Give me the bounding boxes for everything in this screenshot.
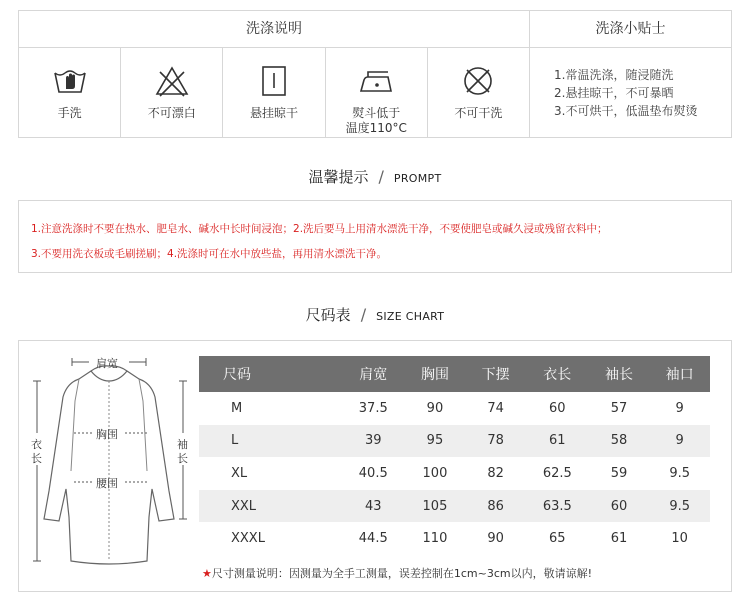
cell: 74 [465,392,526,425]
cell: 100 [405,457,466,490]
cell-size: M [199,392,342,425]
cell: 39 [342,425,405,458]
tips-title: 洗涤小贴士 [530,11,731,48]
care-item-hang-dry [223,48,325,137]
prompt-box [18,200,732,273]
tip-item: 2.悬挂晾干，不可暴晒 [554,86,674,100]
size-table [199,356,710,555]
table-row [199,425,710,458]
hang-dry-icon [256,64,292,98]
care-icons-row [19,48,529,137]
garment-diagram [19,341,199,593]
diagram-sleeve-label-1: 袖 [177,438,188,451]
cell: 9 [649,425,710,458]
header-size: 尺码 [199,356,342,392]
cell-size: L [199,425,342,458]
prompt-title: 温馨提示 [308,168,369,186]
tips-list [530,48,731,120]
size-chart-heading [0,304,750,325]
care-label: 悬挂晾干 [250,106,299,120]
cell: 60 [526,392,589,425]
cell: 40.5 [342,457,405,490]
diagram-sleeve-label-2: 长 [177,452,188,465]
size-chart-title-en: SIZE CHART [376,310,445,323]
size-chart-title: 尺码表 [305,306,351,324]
table-row [199,522,710,555]
cell: 63.5 [526,490,589,523]
cell: 9.5 [649,457,710,490]
size-chart-panel [18,340,732,592]
cell: 61 [589,522,650,555]
care-label [346,106,407,136]
table-row [199,392,710,425]
cell-size: XXXL [199,522,342,555]
prompt-heading [0,166,750,187]
care-item-hand-wash [19,48,121,137]
cell: 44.5 [342,522,405,555]
prompt-line-2: 3.不要用洗衣板或毛刷搓刷；4.洗涤时可在水中放些盐，再用清水漂洗干净。 [31,248,388,260]
iron-icon [358,64,394,98]
cell: 105 [405,490,466,523]
cell: 62.5 [526,457,589,490]
no-bleach-icon [154,64,190,98]
cell: 57 [589,392,650,425]
care-section [18,10,732,138]
title-divider: / [360,305,367,324]
cell: 37.5 [342,392,405,425]
header-sleeve: 袖长 [589,356,650,392]
diagram-length-label-2: 长 [31,452,42,465]
measurement-note-text: 尺寸测量说明：因测量为全手工测量，误差控制在1cm~3cm以内，敬请谅解! [211,567,593,580]
table-row [199,457,710,490]
cell: 65 [526,522,589,555]
diagram-chest-label: 胸围 [96,428,118,441]
cell: 90 [465,522,526,555]
no-dry-clean-icon [460,64,496,98]
header-hem: 下摆 [465,356,526,392]
cell: 95 [405,425,466,458]
care-label: 不可漂白 [147,106,196,120]
tip-item: 3.不可烘干，低温垫布熨烫 [554,104,698,118]
diagram-waist-label: 腰围 [96,477,118,490]
title-divider: / [378,167,384,186]
header-length: 衣长 [526,356,589,392]
cell: 61 [526,425,589,458]
care-item-no-bleach [121,48,223,137]
hand-wash-icon [52,64,88,98]
header-shoulder: 肩宽 [342,356,405,392]
care-label-line1: 熨斗低于 [352,106,401,120]
size-table-header [199,356,710,392]
washing-tips [530,11,731,137]
header-chest: 胸围 [405,356,466,392]
diagram-length-label-1: 衣 [31,438,42,451]
cell: 82 [465,457,526,490]
cell-size: XXL [199,490,342,523]
care-instructions [19,11,530,137]
header-cuff: 袖口 [649,356,710,392]
prompt-line-1: 1.注意洗涤时不要在热水、肥皂水、碱水中长时间浸泡；2.洗后要马上用清水漂洗干净，不要使肥皂或碱久浸或残留衣料中； [31,223,608,235]
cell: 59 [589,457,650,490]
care-label: 不可干洗 [454,106,503,120]
cell: 10 [649,522,710,555]
cell: 86 [465,490,526,523]
cell-size: XL [199,457,342,490]
cell: 43 [342,490,405,523]
measurement-note [202,565,592,581]
prompt-title-en: PROMPT [393,172,442,185]
cell: 78 [465,425,526,458]
care-item-no-dry-clean [428,48,529,137]
cell: 9 [649,392,710,425]
cell: 58 [589,425,650,458]
care-title: 洗涤说明 [19,11,529,48]
cell: 90 [405,392,466,425]
cell: 60 [589,490,650,523]
garment-outline [19,341,199,593]
care-label-line2: 温度110°C [345,121,407,135]
star-icon: ★ [202,567,212,580]
table-row [199,490,710,523]
care-label: 手洗 [57,106,82,120]
care-item-iron [326,48,428,137]
tip-item: 1.常温洗涤，随浸随洗 [554,68,674,82]
cell: 110 [405,522,466,555]
cell: 9.5 [649,490,710,523]
diagram-shoulder-label: 肩宽 [96,357,118,370]
